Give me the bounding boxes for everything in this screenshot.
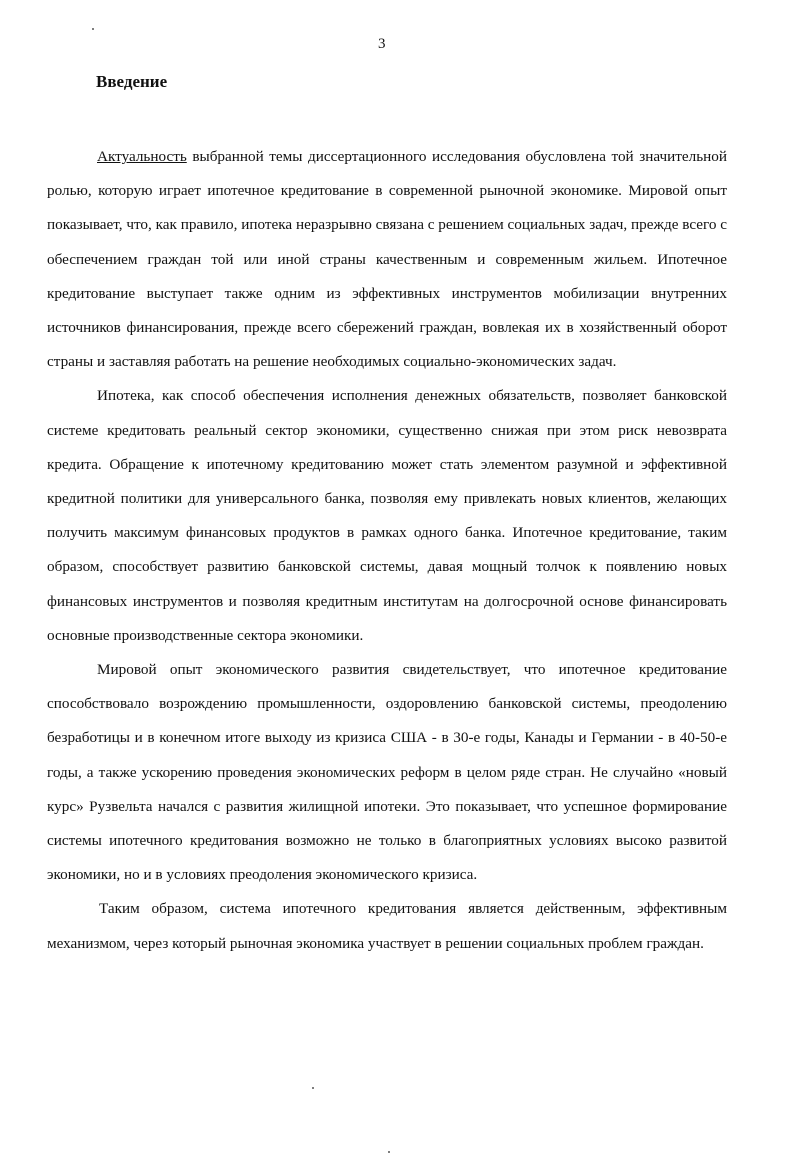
section-heading: Введение bbox=[96, 72, 168, 91]
paragraph-relevance bbox=[47, 140, 727, 379]
relevance-term: Актуальность bbox=[97, 148, 187, 165]
paragraph-mortgage-banking: Ипотека, как способ обеспечения исполнения денежных обязательств, позволяет банковской системе кредитовать реальный сектор экономики, существенно снижая при этом риск невозврата кредита. Обращение к ипотечному кредитованию может стать элементом разумной и эффективной кредитной политики для универсального банка, позволяя ему привлекать новых клиентов, желающих получить максимум финансовых продуктов в рамках одного банка. Ипотечное кредитование, таким образом, способствует развитию банковской системы, давая мощный толчок к появлению новых финансовых инструментов и позволяя кредитным институтам на долгосрочной основе финансировать основные производственные сектора экономики. bbox=[47, 387, 727, 644]
scan-speck bbox=[388, 1151, 390, 1153]
paragraph-relevance-text: выбранной темы диссертационного исследования обусловлена той значительной ролью, которую играет ипотечное кредитование в современной рыночной экономике. Мировой опыт показывает, что, как правило, ипотека неразрывно связана с решением социальных задач, прежде всего с обеспечением граждан той или иной страны качественным и современным жильем. Ипотечное кредитование выступает также одним из эффективных инструментов мобилизации внутренних источников финансирования, прежде всего сбережений граждан, вовлекая их в хозяйственный оборот страны и заставляя работать на решение необходимых социально-экономических задач. bbox=[47, 148, 727, 371]
page-number: 3 bbox=[378, 36, 386, 52]
scan-speck bbox=[92, 28, 94, 30]
body-text bbox=[47, 140, 727, 961]
paragraph-conclusion: Таким образом, система ипотечного кредитования является действенным, эффективным механизмом, через который рыночная экономика участвует в решении социальных проблем граждан. bbox=[47, 900, 727, 952]
scan-speck bbox=[312, 1087, 314, 1089]
paragraph-world-experience: Мировой опыт экономического развития свидетельствует, что ипотечное кредитование способствовало возрождению промышленности, оздоровлению банковской системы, преодолению безработицы и в конечном итоге выходу из кризиса США - в 30-е годы, Канады и Германии - в 40-50-е годы, а также ускорению проведения экономических реформ в целом ряде стран. Не случайно «новый курс» Рузвельта начался с развития жилищной ипотеки. Это показывает, что успешное формирование системы ипотечного кредитования возможно не только в благоприятных условиях высоко развитой экономики, но и в условиях преодоления экономического кризиса. bbox=[47, 661, 727, 884]
